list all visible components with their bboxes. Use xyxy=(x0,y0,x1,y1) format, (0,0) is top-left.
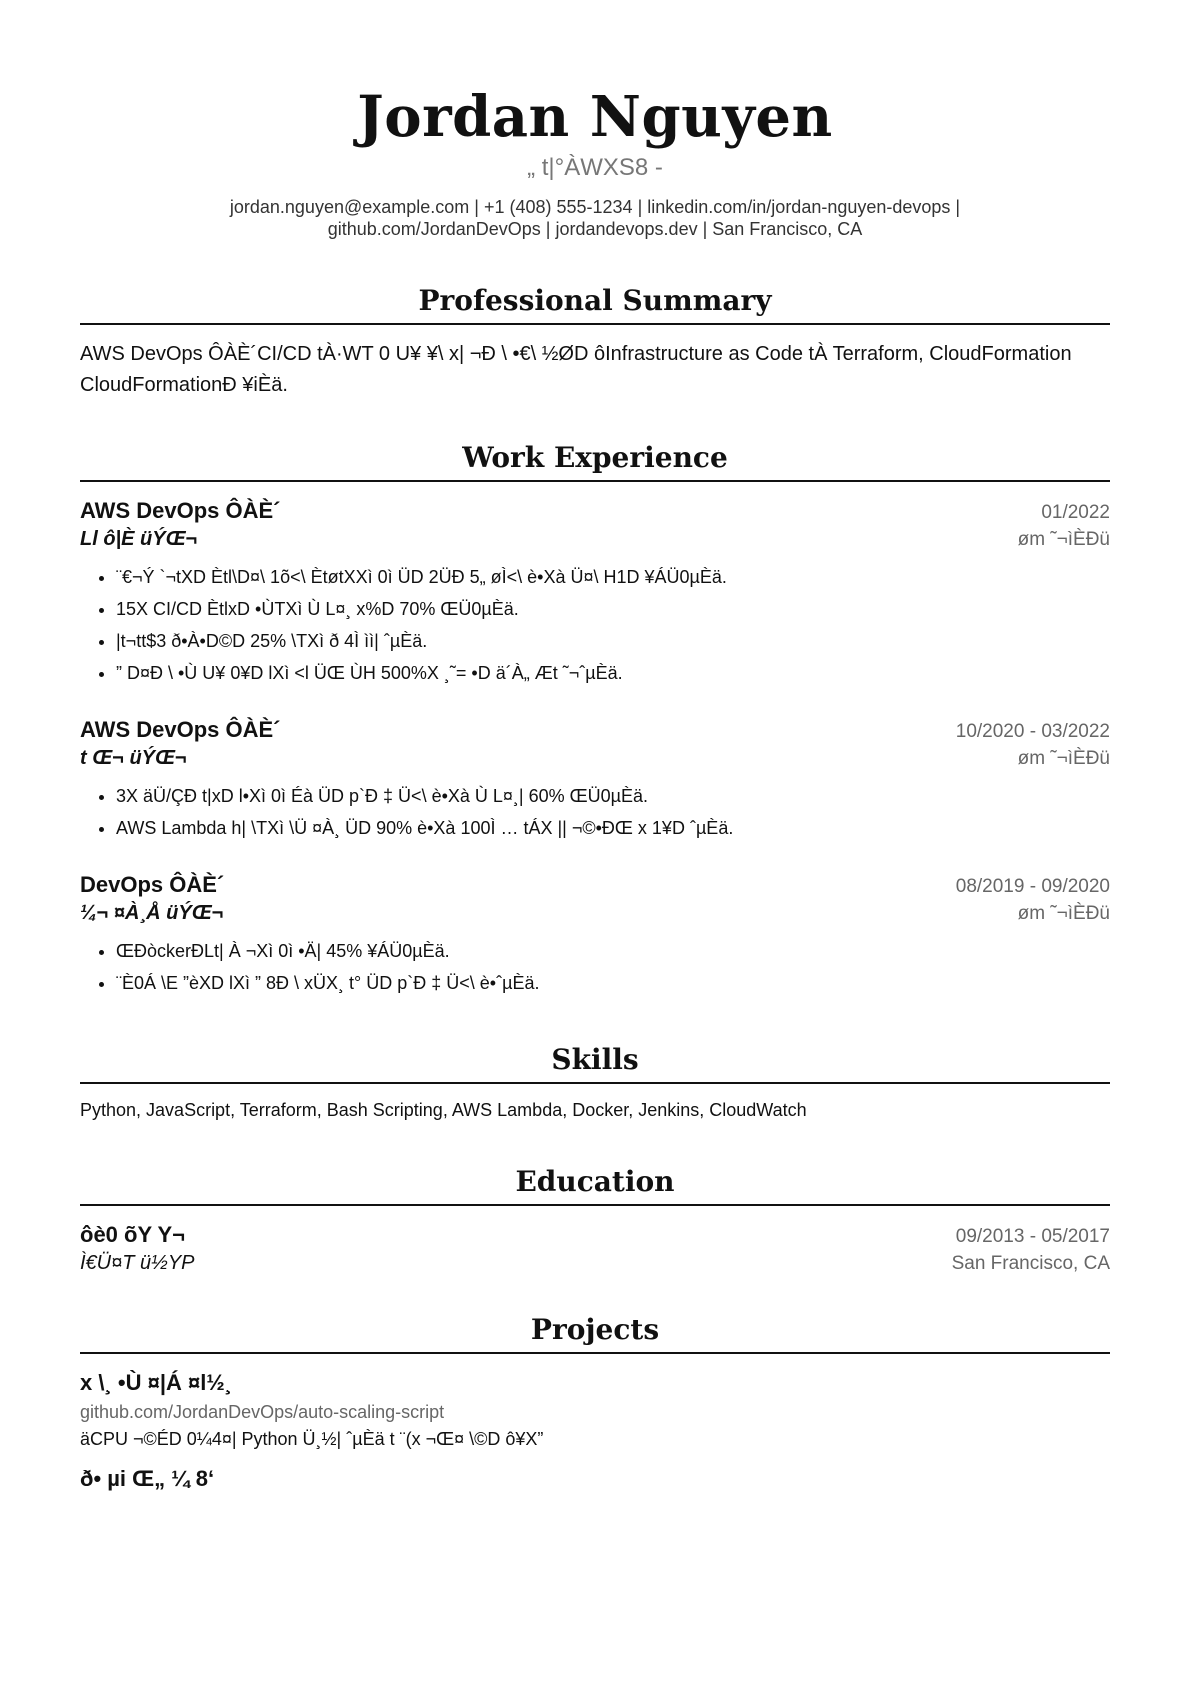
job-bullet: • ¨€¬Ý `¬tXD Ètl\D¤\ 1õ<\ ÈtøtXXì 0ì ÜD 2ÜÐ 5„ øÌ<\ è•Xà Ü¤\ H1D ¥ÁÜ0µÈä. xyxy=(116,561,1110,593)
skills-list: Python, JavaScript, Terraform, Bash Scripting, AWS Lambda, Docker, Jenkins, CloudWatch xyxy=(80,1100,807,1120)
job-entry xyxy=(80,498,1110,689)
job-date: 08/2019 - 09/2020 xyxy=(955,876,1110,897)
education-location: San Francisco, CA xyxy=(951,1253,1110,1274)
job-date: 01/2022 xyxy=(1041,502,1110,523)
summary-line-1: AWS DevOps ÔÀÈ´CI/CD tÀ·WT 0 U¥ ¥\ x| ¬Ð \ •€\ ½ØD ôInfrastructure as Code tÀ Terraform, CloudFormation xyxy=(80,343,1072,365)
job-location: øm ˜¬ìÈÐü xyxy=(1017,748,1110,769)
education-entry xyxy=(80,1222,1110,1275)
job-location: øm ˜¬ìÈÐü xyxy=(1017,903,1110,924)
education-heading: Education xyxy=(80,1165,1110,1206)
job-bullet: • |t¬tt$3 ð•À•D©D 25% \TXì ð 4Ì ìì| ˆµÈä. xyxy=(116,625,1110,657)
project-link[interactable]: github.com/JordanDevOps/auto-scaling-script xyxy=(80,1402,445,1422)
candidate-title: „ t|°ÀWXS8 - xyxy=(527,154,663,181)
contact-line-1: jordan.nguyen@example.com | +1 (408) 555-1234 | linkedin.com/in/jordan-nguyen-devops | xyxy=(229,197,961,217)
project-entry xyxy=(80,1466,1110,1492)
candidate-name: Jordan Nguyen xyxy=(357,84,833,150)
education-degree: Ì€Ü¤T ü½YP xyxy=(80,1252,195,1274)
job-bullet: • ¨È0Á \E ”èXD lXì ” 8Ð \ xÜX¸ t° ÜD p`Ð ‡ Ü<\ è•ˆµÈä. xyxy=(116,967,1110,999)
job-date: 10/2020 - 03/2022 xyxy=(955,721,1110,742)
job-bullet: • ” D¤Ð \ •Ù U¥ 0¥D lXì <l ÜŒ ÙH 500%X ¸˜= •D ä´À„ Æt ˜¬ˆµÈä. xyxy=(116,657,1110,689)
job-bullet: • 3X äÜ/ÇÐ t|xD l•Xì 0ì Éà ÜD p`Ð ‡ Ü<\ è•Xà Ù L¤¸| 60% ŒÜ0µÈä. xyxy=(116,780,1110,812)
job-bullets xyxy=(80,780,1110,844)
job-company: ¼¬ ¤À¸Å üÝŒ¬ xyxy=(80,902,224,924)
projects-heading: Projects xyxy=(80,1313,1110,1354)
summary-line-2: CloudFormationÐ ¥iÈä. xyxy=(80,374,288,396)
project-name: x \¸ •Ù ¤|Á ¤l½¸ xyxy=(80,1370,233,1395)
education-school: ôè0 õY Y¬ xyxy=(80,1222,185,1247)
project-entry xyxy=(80,1370,1110,1450)
summary-heading: Professional Summary xyxy=(80,284,1110,325)
project-name: ð• µi Œ„ ¼ 8‘ xyxy=(80,1466,215,1491)
job-bullet: • AWS Lambda h| \TXì \Ü ¤À¸ ÜD 90% è•Xà 100Ì … tÁX || ¬©•ÐŒ x 1¥D ˆµÈä. xyxy=(116,812,1110,844)
contact-line-2: github.com/JordanDevOps | jordandevops.dev | San Francisco, CA xyxy=(327,219,863,239)
job-role: AWS DevOps ÔÀÈ´ xyxy=(80,498,281,523)
resume-page xyxy=(80,0,1110,1492)
job-entry xyxy=(80,872,1110,999)
experience-heading: Work Experience xyxy=(80,441,1110,482)
job-bullet: • ŒÐòckerÐLt| À ¬Xì 0ì •Ä| 45% ¥ÁÜ0µÈä. xyxy=(116,935,1110,967)
contact-info xyxy=(80,196,1110,240)
job-entry xyxy=(80,717,1110,844)
education-date: 09/2013 - 05/2017 xyxy=(955,1226,1110,1247)
job-role: DevOps ÔÀÈ´ xyxy=(80,872,225,897)
job-company: t Œ¬ üÝŒ¬ xyxy=(80,747,187,769)
project-description: äCPU ¬©ÉD 0¼4¤| Python Ü¸½| ˆµÈä t ¨(x ¬Œ¤ \©D ô¥X” xyxy=(80,1429,544,1449)
job-company: Ll ô|È üÝŒ¬ xyxy=(80,528,198,550)
job-role: AWS DevOps ÔÀÈ´ xyxy=(80,717,281,742)
job-bullets xyxy=(80,935,1110,999)
summary-text xyxy=(80,339,1110,401)
job-bullets xyxy=(80,561,1110,689)
job-location: øm ˜¬ìÈÐü xyxy=(1017,529,1110,550)
job-bullet: • 15X CI/CD ÈtlxD •ÙTXì Ù L¤¸ x%D 70% ŒÜ0µÈä. xyxy=(116,593,1110,625)
skills-heading: Skills xyxy=(80,1043,1110,1084)
